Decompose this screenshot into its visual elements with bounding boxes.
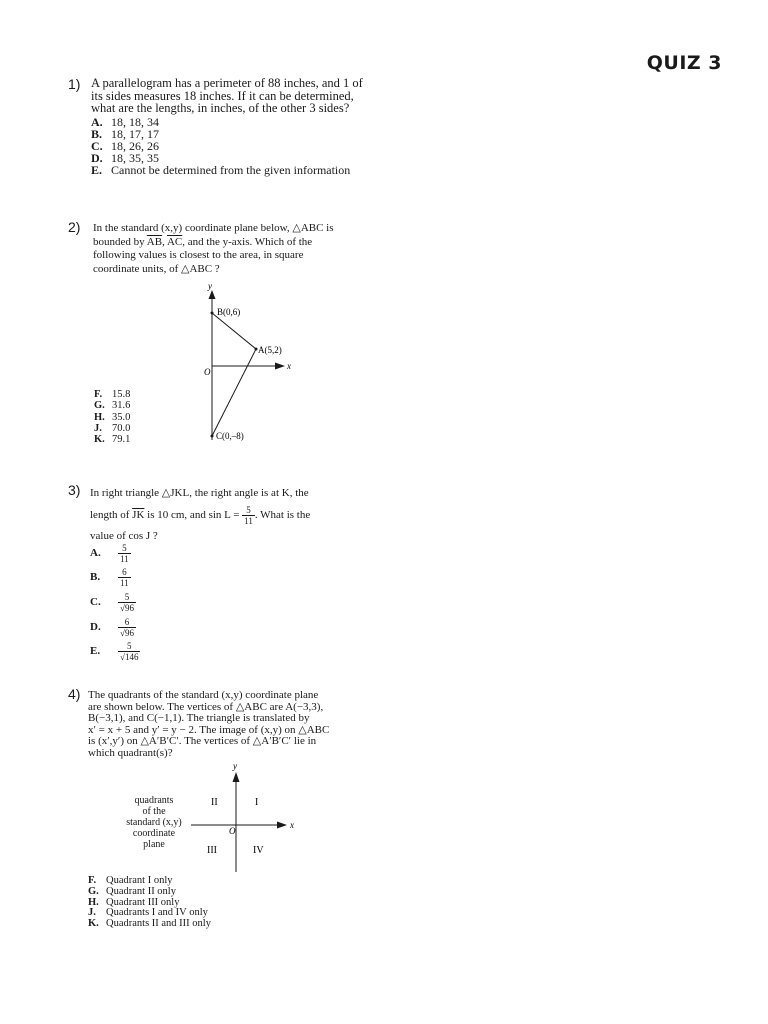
choice-text: Quadrant III only	[106, 896, 180, 908]
text-fragment: ,	[162, 235, 165, 248]
fraction-denominator: 11	[244, 516, 253, 526]
fraction-numerator: 5	[118, 592, 136, 603]
choice-text: 18, 17, 17	[111, 127, 159, 141]
answer-choices	[94, 389, 130, 445]
choice-label: G.	[88, 885, 99, 897]
quadrant-iii-label: III	[207, 845, 217, 856]
question-text-line: is (x′,y′) on △A′B′C′. The vertices of △A′B′C′ lie in	[88, 735, 317, 748]
question-number: 4)	[68, 686, 81, 702]
caption-line: coordinate	[132, 828, 176, 839]
question-text-line: x′ = x + 5 and y′ = y − 2. The image of (x,y) on △ABC	[88, 723, 330, 736]
answer-choice	[90, 564, 131, 590]
choice-label: F.	[88, 875, 97, 886]
quiz-title: QUIZ 3	[646, 52, 722, 74]
caption-line: quadrants	[134, 795, 174, 806]
answer-choice	[88, 919, 211, 930]
fraction	[118, 567, 131, 588]
question-text-line	[93, 236, 334, 250]
x-axis-arrow-icon	[275, 363, 285, 370]
x-axis-label: x	[287, 361, 291, 371]
segment-ab: $\overline{AB}$	[146, 235, 163, 248]
fraction	[118, 617, 136, 638]
choice-label: F.	[94, 389, 103, 400]
choice-label: D.	[91, 151, 103, 165]
answer-choice	[94, 400, 130, 411]
text-fragment: is 10 cm, and sin L =	[147, 509, 240, 522]
answer-choice	[94, 434, 130, 445]
quadrant-ii-label: II	[211, 797, 218, 808]
answer-choices	[91, 116, 350, 176]
question-text-line: A parallelogram has a perimeter of 88 inches, and 1 of	[91, 76, 363, 90]
text-fragment: . What is the	[254, 509, 311, 522]
segment-jk: $\overline{JK}$	[132, 509, 145, 522]
x-axis-label: x	[290, 820, 294, 830]
question-number: 1)	[68, 76, 81, 92]
fraction	[118, 543, 131, 564]
choice-text: 18, 26, 26	[111, 139, 159, 153]
fraction-numerator: 5	[242, 505, 255, 516]
point-c	[211, 435, 214, 438]
choice-label: G.	[94, 400, 105, 412]
choice-label: C.	[91, 139, 103, 153]
choice-label: D.	[90, 621, 101, 633]
choice-text: Cannot be determined from the given information	[111, 163, 351, 177]
fraction-denominator: 11	[120, 553, 129, 564]
choice-label: E.	[91, 163, 103, 177]
fraction-denominator: 11	[120, 577, 129, 588]
fraction-denominator: √146	[120, 651, 139, 662]
segment-ac: $\overline{AC}$	[166, 235, 183, 248]
choice-label: C.	[90, 596, 101, 608]
question-text	[88, 690, 329, 760]
answer-choice	[94, 423, 130, 434]
choice-text: 18, 35, 35	[111, 151, 159, 165]
quadrant-diagram	[185, 760, 305, 875]
point-b-label: B(0,6)	[217, 307, 241, 317]
fraction-numerator: 6	[118, 567, 131, 578]
question-text	[90, 487, 310, 543]
question-text-line: The quadrants of the standard (x,y) coordinate plane	[88, 689, 319, 701]
caption-line: of the	[142, 806, 166, 817]
answer-choice	[90, 589, 136, 615]
answer-choice	[90, 540, 131, 566]
origin-label: O	[229, 826, 236, 836]
question-text-line: which quadrant(s)?	[88, 746, 173, 759]
question-text-line: B(−3,1), and C(−1,1). The triangle is translated by	[88, 712, 310, 725]
fraction-numerator: 5	[118, 641, 140, 652]
text-fragment: length of	[90, 509, 130, 522]
y-axis-label: y	[233, 761, 237, 771]
choice-label: B.	[90, 571, 101, 583]
question-text-line: what are the lengths, in inches, of the other 3 sides?	[91, 101, 350, 115]
x-axis-arrow-icon	[277, 822, 287, 829]
choice-label: K.	[88, 918, 99, 930]
caption-line: plane	[143, 839, 165, 850]
question-text-line: In right triangle △JKL, the right angle is at K, the	[90, 487, 309, 499]
fraction	[118, 592, 136, 613]
choice-text: 70.0	[112, 422, 131, 434]
segment-ac-line	[212, 349, 256, 436]
y-axis-label: y	[208, 281, 212, 291]
choice-label: J.	[88, 907, 96, 919]
choice-label: A.	[90, 547, 101, 559]
quadrant-diagram-caption	[112, 795, 196, 850]
origin-label: O	[204, 367, 211, 377]
question-text-line	[90, 505, 310, 526]
question-text-line: following values is closest to the area, in square	[93, 249, 304, 261]
question-number: 3)	[68, 482, 81, 498]
question-text-line: In the standard (x,y) coordinate plane below, △ABC is	[93, 222, 334, 234]
quadrant-i-label: I	[255, 797, 259, 808]
choice-label: E.	[90, 645, 101, 657]
triangle-graph	[195, 280, 315, 450]
answer-choice	[94, 389, 130, 400]
choice-text: 18, 18, 34	[111, 115, 159, 129]
question-text	[91, 77, 363, 115]
question-text-line: are shown below. The vertices of △ABC are A(−3,3),	[88, 700, 324, 713]
text-fragment: , and the y-axis. Which of the	[182, 235, 313, 248]
choice-label: A.	[91, 115, 103, 129]
text-fragment: bounded by	[93, 235, 145, 248]
choice-text: 79.1	[112, 434, 131, 446]
choice-label: B.	[91, 127, 103, 141]
fraction-numerator: 6	[118, 617, 136, 628]
choice-text: Quadrant II only	[106, 885, 176, 897]
choice-label: K.	[94, 434, 105, 446]
choice-label: H.	[88, 896, 99, 908]
choice-label: H.	[94, 411, 105, 423]
y-axis-arrow-icon	[233, 772, 240, 782]
answer-choice	[94, 412, 130, 423]
segment-ab-line	[212, 313, 256, 349]
point-c-label: C(0,–8)	[216, 431, 244, 441]
question-text-line: value of cos J ?	[90, 530, 158, 542]
choice-label: J.	[94, 422, 102, 434]
fraction	[242, 505, 255, 526]
question-text-line: its sides measures 18 inches. If it can be determined,	[91, 88, 354, 103]
answer-choice	[91, 164, 350, 176]
fraction-denominator: √96	[120, 627, 134, 638]
choice-text: 15.8	[112, 389, 131, 400]
point-b	[211, 312, 214, 315]
fraction	[118, 641, 140, 662]
question-text	[93, 222, 334, 276]
question-text-line: coordinate units, of △ABC ?	[93, 262, 220, 275]
choice-text: Quadrant I only	[106, 875, 173, 886]
choice-text: Quadrants II and III only	[106, 918, 211, 930]
y-axis-arrow-icon	[209, 290, 216, 299]
point-a-label: A(5,2)	[258, 345, 282, 355]
fraction-numerator: 5	[118, 543, 131, 554]
answer-choice	[90, 614, 136, 640]
caption-line: standard (x,y)	[126, 817, 182, 828]
choice-text: Quadrants I and IV only	[106, 907, 208, 919]
choice-text: 35.0	[112, 411, 131, 423]
answer-choices	[88, 876, 211, 930]
answer-choice	[90, 638, 140, 664]
question-number: 2)	[68, 219, 81, 235]
quadrant-iv-label: IV	[253, 845, 264, 856]
choice-text: 31.6	[112, 400, 131, 412]
fraction-denominator: √96	[120, 602, 134, 613]
